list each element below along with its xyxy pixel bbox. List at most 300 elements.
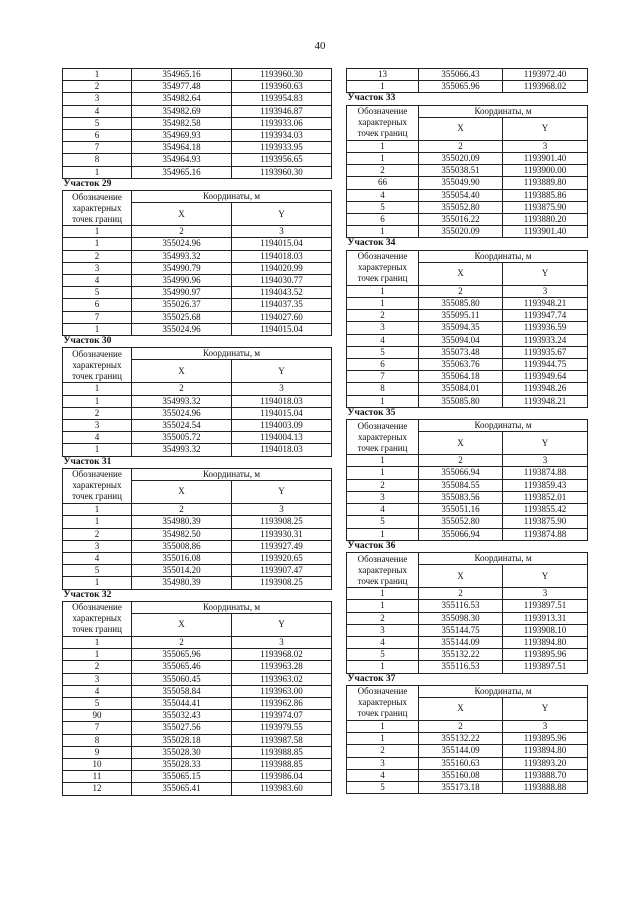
header-x: X [419,117,503,140]
coordinate-x: 355085.80 [419,298,503,310]
table-row [63,81,332,93]
coordinate-y: 1193888.88 [503,781,588,793]
header-coordinates: Координаты, м [132,191,332,203]
header-coordinates: Координаты, м [419,420,588,432]
coordinate-x: 355025.68 [132,311,232,323]
header-numbering-row [347,140,588,152]
coordinate-y: 1193933.06 [232,117,332,129]
coordinate-y: 1193897.51 [503,661,588,673]
point-number: 1 [63,395,132,407]
table-row [63,142,332,154]
coordinate-x: 355020.09 [419,153,503,165]
coordinate-x: 355160.63 [419,757,503,769]
table-row [63,528,332,540]
coordinate-x: 355032.43 [132,710,232,722]
point-number: 11 [63,771,132,783]
coordinates-table [62,68,332,796]
coordinate-y: 1193933.24 [503,334,588,346]
table-row [63,673,332,685]
header-x: X [132,613,232,636]
table-row [347,395,588,407]
header-row [347,685,588,697]
table-row [347,177,588,189]
table-row [63,697,332,709]
coordinate-y: 1193895.96 [503,733,588,745]
header-col-number: 3 [503,720,588,732]
coordinate-x: 355084.55 [419,479,503,491]
plot-title-row [347,407,588,419]
table-row [347,769,588,781]
table-row [347,310,588,322]
coordinate-y: 1193986.04 [232,771,332,783]
coordinate-y: 1193897.51 [503,600,588,612]
header-designation: Обозначение характерных точек границ [347,105,419,140]
header-x: X [132,360,232,383]
coordinate-y: 1193974.07 [232,710,332,722]
table-row [347,504,588,516]
table-row [347,359,588,371]
coordinate-x: 355132.22 [419,649,503,661]
point-number: 2 [63,81,132,93]
header-col-number: 1 [63,504,132,516]
point-number: 6 [347,359,419,371]
coordinate-y: 1193948.26 [503,383,588,395]
table-row [63,275,332,287]
coordinate-x: 354982.58 [132,117,232,129]
table-row [347,298,588,310]
header-designation: Обозначение характерных точек границ [347,420,419,455]
coordinate-y: 1193954.83 [232,93,332,105]
point-number: 3 [63,540,132,552]
header-designation: Обозначение характерных точек границ [63,191,132,226]
header-col-number: 3 [503,455,588,467]
point-number: 3 [63,673,132,685]
point-number: 2 [63,661,132,673]
point-number: 4 [347,769,419,781]
coordinate-x: 355008.86 [132,540,232,552]
point-number: 5 [63,287,132,299]
coordinate-x: 354969.93 [132,130,232,142]
coordinate-y: 1193962.86 [232,697,332,709]
coordinate-y: 1193960.30 [232,166,332,178]
table-row [347,649,588,661]
point-number: 5 [347,516,419,528]
coordinate-y: 1193963.28 [232,661,332,673]
table-row [347,214,588,226]
coordinate-x: 354993.32 [132,444,232,456]
point-number: 1 [63,516,132,528]
coordinate-y: 1193889.80 [503,177,588,189]
header-y: Y [503,697,588,720]
point-number: 3 [347,322,419,334]
point-number: 1 [347,600,419,612]
coordinate-x: 355027.56 [132,722,232,734]
coordinate-y: 1193900.00 [503,165,588,177]
header-designation: Обозначение характерных точек границ [63,468,132,503]
table-row [347,516,588,528]
header-numbering-row [347,720,588,732]
plot-title-row [347,540,588,552]
point-number: 1 [63,577,132,589]
header-col-number: 3 [232,636,332,648]
table-row [347,346,588,358]
coordinate-x: 355094.04 [419,334,503,346]
table-row [63,722,332,734]
table-row [347,226,588,238]
table-row [63,783,332,795]
table-row [63,250,332,262]
coordinate-x: 355016.08 [132,552,232,564]
coordinate-y: 1194020.99 [232,262,332,274]
coordinate-y: 1193979.55 [232,722,332,734]
coordinate-y: 1193888.70 [503,769,588,781]
coordinate-x: 354980.39 [132,516,232,528]
table-row [63,238,332,250]
point-number: 2 [347,612,419,624]
coordinate-y: 1193885.86 [503,189,588,201]
coordinate-x: 355024.96 [132,323,232,335]
table-row [63,685,332,697]
plot-title: Участок 32 [63,589,332,601]
table-row [347,322,588,334]
table-row [63,565,332,577]
header-col-number: 2 [132,226,232,238]
header-col-number: 2 [132,636,232,648]
point-number: 4 [63,105,132,117]
coordinate-y: 1193894.80 [503,745,588,757]
point-number: 4 [347,504,419,516]
point-number: 3 [63,420,132,432]
point-number: 1 [347,226,419,238]
plot-title-row [347,238,588,250]
coordinate-x: 355116.53 [419,661,503,673]
table-row [347,153,588,165]
table-row [347,624,588,636]
point-number: 3 [347,491,419,503]
plot-title: Участок 37 [347,673,588,685]
point-number: 4 [347,334,419,346]
table-row [63,154,332,166]
table-row [63,395,332,407]
coordinate-y: 1193908.25 [232,577,332,589]
header-col-number: 1 [63,226,132,238]
header-col-number: 1 [347,285,419,297]
coordinate-y: 1193913.31 [503,612,588,624]
table-row [63,262,332,274]
point-number: 2 [347,479,419,491]
point-number: 3 [347,624,419,636]
left-coordinates-column [62,68,331,796]
coordinate-y: 1194003.09 [232,420,332,432]
table-row [63,105,332,117]
point-number: 1 [347,298,419,310]
table-row [63,166,332,178]
point-number: 4 [63,552,132,564]
coordinates-table [346,68,588,794]
header-row [63,468,332,480]
right-coordinates-column [346,68,587,794]
coordinate-y: 1193907.47 [232,565,332,577]
coordinate-y: 1193874.88 [503,467,588,479]
header-col-number: 2 [132,383,232,395]
coordinate-x: 355024.96 [132,238,232,250]
point-number: 66 [347,177,419,189]
table-row [63,299,332,311]
coordinate-x: 354980.39 [132,577,232,589]
coordinate-y: 1193852.01 [503,491,588,503]
coordinate-x: 355073.48 [419,346,503,358]
point-number: 1 [63,444,132,456]
coordinate-x: 355028.18 [132,734,232,746]
point-number: 5 [347,781,419,793]
table-row [63,661,332,673]
point-number: 9 [63,746,132,758]
header-col-number: 1 [347,720,419,732]
header-y: Y [503,262,588,285]
plot-title: Участок 36 [347,540,588,552]
coordinate-x: 355052.80 [419,516,503,528]
coordinate-y: 1193948.21 [503,298,588,310]
coordinate-x: 355066.94 [419,467,503,479]
header-row [347,105,588,117]
coordinate-x: 355065.41 [132,783,232,795]
coordinate-x: 354982.69 [132,105,232,117]
plot-title: Участок 31 [63,456,332,468]
plot-title-row [63,589,332,601]
coordinate-x: 355052.80 [419,201,503,213]
coordinate-y: 1194018.03 [232,444,332,456]
point-number: 1 [347,395,419,407]
header-col-number: 2 [419,588,503,600]
coordinate-y: 1193930.31 [232,528,332,540]
coordinate-x: 354990.79 [132,262,232,274]
point-number: 4 [63,685,132,697]
coordinate-x: 355028.30 [132,746,232,758]
coordinate-x: 355066.94 [419,528,503,540]
point-number: 1 [347,467,419,479]
coordinate-x: 355024.96 [132,407,232,419]
coordinate-x: 354965.16 [132,69,232,81]
plot-title-row [347,93,588,105]
table-row [63,432,332,444]
header-numbering-row [347,285,588,297]
table-row [63,649,332,661]
header-numbering-row [63,636,332,648]
coordinate-x: 355065.96 [419,81,503,93]
coordinate-x: 355066.43 [419,69,503,81]
header-y: Y [232,203,332,226]
header-y: Y [232,360,332,383]
header-numbering-row [63,226,332,238]
header-y: Y [503,432,588,455]
point-number: 5 [347,649,419,661]
coordinate-x: 355064.18 [419,371,503,383]
table-row [347,781,588,793]
coordinate-x: 355016.22 [419,214,503,226]
header-numbering-row [63,504,332,516]
coordinate-y: 1194015.04 [232,323,332,335]
point-number: 2 [347,310,419,322]
plot-title: Участок 33 [347,93,588,105]
coordinate-y: 1193968.02 [232,649,332,661]
coordinate-x: 355065.15 [132,771,232,783]
header-coordinates: Координаты, м [419,105,588,117]
point-number: 8 [63,154,132,166]
header-x: X [132,481,232,504]
table-row [63,93,332,105]
table-row [63,577,332,589]
coordinate-y: 1193956.65 [232,154,332,166]
point-number: 7 [347,371,419,383]
coordinate-y: 1193908.10 [503,624,588,636]
table-row [347,491,588,503]
header-row [347,250,588,262]
table-row [63,117,332,129]
point-number: 2 [63,407,132,419]
coordinate-y: 1193920.65 [232,552,332,564]
page-number: 40 [314,40,326,52]
point-number: 7 [63,311,132,323]
header-numbering-row [347,588,588,600]
point-number: 2 [347,745,419,757]
point-number: 1 [63,69,132,81]
coordinate-x: 355173.18 [419,781,503,793]
table-row [347,69,588,81]
coordinate-y: 1193988.85 [232,746,332,758]
coordinate-x: 354977.48 [132,81,232,93]
header-y: Y [232,481,332,504]
plot-title: Участок 35 [347,407,588,419]
point-number: 4 [347,189,419,201]
coordinate-y: 1193901.40 [503,153,588,165]
coordinate-y: 1194015.04 [232,407,332,419]
coordinate-x: 355049.90 [419,177,503,189]
coordinate-y: 1193963.00 [232,685,332,697]
coordinate-y: 1193855.42 [503,504,588,516]
table-row [347,661,588,673]
point-number: 2 [347,165,419,177]
coordinate-y: 1193946.87 [232,105,332,117]
coordinate-x: 355058.84 [132,685,232,697]
coordinate-x: 354964.93 [132,154,232,166]
plot-title: Участок 30 [63,336,332,348]
coordinate-y: 1193875.90 [503,201,588,213]
coordinate-x: 355132.22 [419,733,503,745]
table-row [347,600,588,612]
coordinate-x: 354964.18 [132,142,232,154]
point-number: 7 [63,722,132,734]
point-number: 6 [347,214,419,226]
header-col-number: 3 [503,140,588,152]
point-number: 1 [347,661,419,673]
coordinate-y: 1193988.85 [232,758,332,770]
table-row [63,516,332,528]
coordinate-y: 1193960.63 [232,81,332,93]
point-number: 1 [63,323,132,335]
table-row [347,757,588,769]
header-x: X [419,565,503,588]
header-x: X [419,432,503,455]
coordinate-x: 355065.46 [132,661,232,673]
coordinate-y: 1193859.43 [503,479,588,491]
point-number: 5 [63,565,132,577]
header-row [63,348,332,360]
header-col-number: 3 [232,226,332,238]
table-row [347,479,588,491]
table-row [63,771,332,783]
header-y: Y [503,565,588,588]
coordinate-x: 355085.80 [419,395,503,407]
coordinate-x: 355063.76 [419,359,503,371]
point-number: 3 [63,93,132,105]
table-row [347,467,588,479]
header-designation: Обозначение характерных точек границ [63,348,132,383]
coordinate-y: 1193934.03 [232,130,332,142]
coordinate-y: 1193968.02 [503,81,588,93]
coordinate-y: 1193972.40 [503,69,588,81]
point-number: 90 [63,710,132,722]
coordinate-y: 1193936.59 [503,322,588,334]
header-designation: Обозначение характерных точек границ [347,685,419,720]
point-number: 6 [63,130,132,142]
coordinate-y: 1193963.02 [232,673,332,685]
coordinate-x: 355144.09 [419,636,503,648]
coordinate-y: 1193880.20 [503,214,588,226]
table-row [347,745,588,757]
point-number: 2 [63,250,132,262]
coordinate-x: 355095.11 [419,310,503,322]
coordinate-y: 1194030.77 [232,275,332,287]
header-coordinates: Координаты, м [132,468,332,480]
coordinate-x: 354990.97 [132,287,232,299]
coordinate-y: 1193987.58 [232,734,332,746]
point-number: 1 [63,166,132,178]
point-number: 7 [63,142,132,154]
coordinate-x: 354993.32 [132,250,232,262]
coordinate-x: 354982.50 [132,528,232,540]
plot-title-row [63,336,332,348]
coordinate-x: 355060.45 [132,673,232,685]
point-number: 12 [63,783,132,795]
coordinate-x: 354993.32 [132,395,232,407]
table-row [63,758,332,770]
header-designation: Обозначение характерных точек границ [347,552,419,587]
point-number: 5 [347,346,419,358]
coordinate-y: 1193948.21 [503,395,588,407]
coordinate-y: 1194018.03 [232,395,332,407]
table-row [63,130,332,142]
header-row [347,420,588,432]
header-coordinates: Координаты, м [419,685,588,697]
point-number: 1 [347,153,419,165]
table-row [63,552,332,564]
coordinate-y: 1194004.13 [232,432,332,444]
header-row [347,552,588,564]
header-col-number: 2 [419,455,503,467]
coordinate-x: 355054.40 [419,189,503,201]
coordinate-x: 355084.01 [419,383,503,395]
header-col-number: 1 [347,140,419,152]
table-row [63,287,332,299]
coordinate-x: 355144.09 [419,745,503,757]
table-row [63,311,332,323]
header-y: Y [503,117,588,140]
table-row [63,710,332,722]
coordinate-y: 1193960.30 [232,69,332,81]
point-number: 4 [63,432,132,444]
table-row [347,189,588,201]
coordinate-y: 1193935.67 [503,346,588,358]
